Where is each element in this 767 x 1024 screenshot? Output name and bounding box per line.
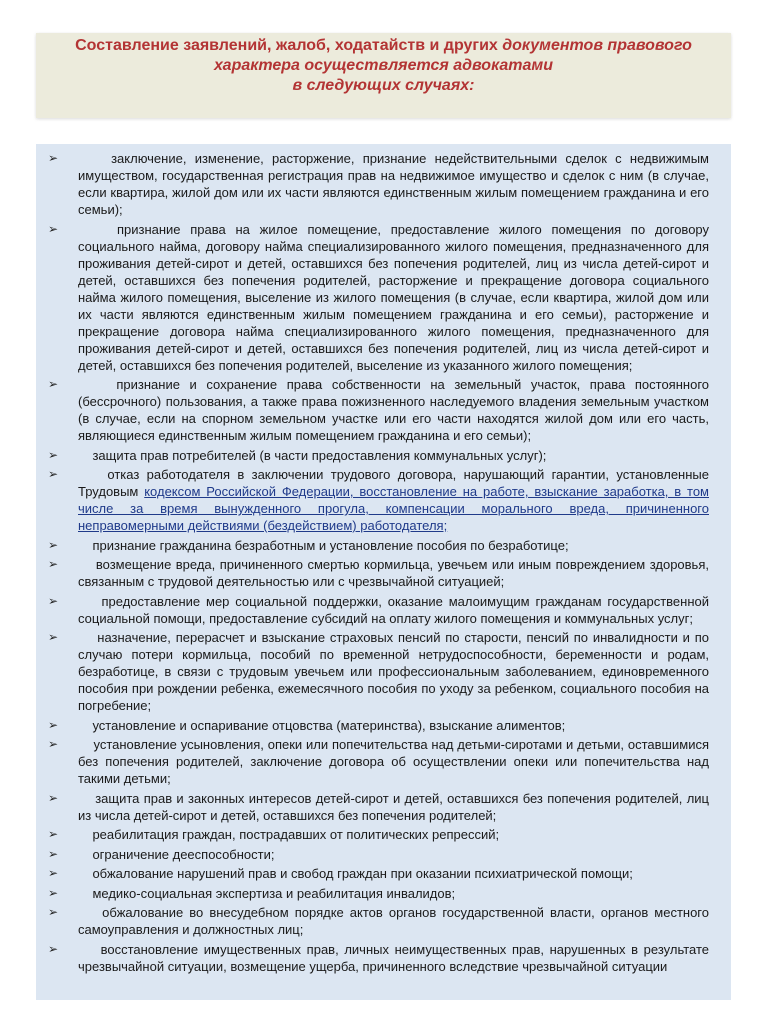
list-item-text [78, 447, 719, 464]
list-item [48, 846, 719, 863]
arrow-bullet-icon: ➢ [48, 467, 59, 481]
list-item [48, 466, 719, 534]
arrow-bullet-icon: ➢ [48, 737, 59, 751]
list-item [48, 556, 719, 590]
list-item [48, 593, 719, 627]
list-item [48, 537, 719, 554]
list-item [48, 904, 719, 938]
list-item-text [78, 846, 719, 863]
arrow-bullet-icon: ➢ [48, 905, 59, 919]
list-item-text [78, 904, 719, 938]
list-item-text [78, 790, 719, 824]
list-item-body: ограничение дееспособности; [92, 846, 275, 862]
list-item [48, 790, 719, 824]
list-item-text [78, 865, 719, 882]
title-line-3: в следующих случаях: [292, 77, 475, 94]
list-item [48, 826, 719, 843]
list-item-text [78, 376, 719, 444]
list-item-body: защита прав потребителей (в части предоставления коммунальных услуг); [92, 447, 547, 463]
list-item [48, 150, 719, 218]
list-item-text [78, 941, 719, 975]
title-line-1-italic: документов правового [502, 37, 692, 54]
list-item-body: обжалование во внесудебном порядке актов органов государственной власти, органов местного самоуправления и должностных лиц; [78, 905, 709, 937]
arrow-bullet-icon: ➢ [48, 827, 59, 841]
list-item [48, 221, 719, 374]
list-item-body: признание гражданина безработным и установление пособия по безработице; [92, 537, 569, 553]
list-item-body: заключение, изменение, расторжение, признание недействительными сделок с недвижимым имуществом, государственная регистрация прав на недвижимое имущество и сделок с ним (в случае, если квартира, жилой дом или их части являются единственным жилым помещением гражданина и его семьи); [78, 151, 709, 217]
list-item [48, 717, 719, 734]
list-item-body: предоставление мер социальной поддержки, оказание малоимущим гражданам государственной социальной помощи, предоставление субсидий на оплату жилого помещения и коммунальных услуг; [78, 593, 710, 626]
arrow-bullet-icon: ➢ [48, 866, 59, 880]
arrow-bullet-icon: ➢ [48, 593, 59, 608]
cases-list-panel [36, 144, 731, 1000]
list-item-text [78, 717, 719, 734]
document-title [36, 33, 731, 118]
list-item-body: отказ работодателя в заключении трудового договора, нарушающий гарантии, установленные Трудовым [78, 467, 709, 499]
list-item-text [78, 556, 719, 590]
arrow-bullet-icon: ➢ [48, 151, 59, 165]
list-item-body: восстановление имущественных прав, личных неимущественных прав, нарушенных в результате чрезвычайной ситуации, возмещение ущерба, причиненного вследствие чрезвычайной ситуации [78, 941, 709, 974]
arrow-bullet-icon: ➢ [48, 221, 59, 236]
arrow-bullet-icon: ➢ [48, 537, 59, 552]
list-item-body: установление и оспаривание отцовства (материнства), взыскание алиментов; [92, 717, 566, 733]
labor-code-link[interactable]: кодексом Российской Федерации, восстановление на работе, взыскание заработка, в том числе за время вынужденного прогула, компенсации морального вреда, причиненного неправомерными действиями (бездействием) работодателя; [78, 484, 709, 533]
list-item-text [78, 537, 719, 554]
arrow-bullet-icon: ➢ [48, 630, 59, 644]
list-item-body: медико-социальная экспертиза и реабилитация инвалидов; [92, 885, 456, 901]
list-item-body: защита прав и законных интересов детей-сирот и детей, оставшихся без попечения родителей, лиц из числа детей-сирот и детей, оставшихся без попечения родителей; [78, 790, 710, 823]
arrow-bullet-icon: ➢ [48, 377, 59, 391]
list-item-body: признание и сохранение права собственности на земельный участок, права постоянного (бессрочного) пользования, а также права пожизненного наследуемого владения земельным участком (в случае, если на спорном земельном участке или его части находятся жилой дом или его часть, являющиеся единственным жилым помещением гражданина и его семьи); [78, 377, 709, 443]
list-item-text [78, 826, 719, 843]
list-item-text [78, 593, 719, 627]
list-item [48, 941, 719, 975]
list-item [48, 885, 719, 902]
list-item-text [78, 150, 719, 218]
arrow-bullet-icon: ➢ [48, 790, 59, 805]
list-item-text [78, 466, 719, 534]
list-item-body: установление усыновления, опеки или попечительства над детьми-сиротами и детьми, оставшимися без попечения родителей, заключение договора об осуществлении опеки или попечительства над такими детьми; [78, 737, 709, 786]
arrow-bullet-icon: ➢ [48, 717, 59, 732]
list-item [48, 376, 719, 444]
list-item-body: обжалование нарушений прав и свобод граждан при оказании психиатрической помощи; [92, 866, 633, 881]
list-item-body: реабилитация граждан, пострадавших от политических репрессий; [92, 827, 500, 842]
title-line-1 [36, 36, 731, 56]
arrow-bullet-icon: ➢ [48, 557, 59, 571]
list-item-body: возмещение вреда, причиненного смертью кормильца, увечьем или иным повреждением здоровья, связанным с трудовой деятельностью или с чрезвычайной ситуацией; [78, 557, 709, 589]
arrow-bullet-icon: ➢ [48, 885, 59, 900]
list-item-text [78, 629, 719, 714]
title-line-1-regular: Составление заявлений, жалоб, ходатайств и других [75, 37, 503, 54]
list-item-body: назначение, перерасчет и взыскание страховых пенсий по старости, пенсий по инвалидности и по случаю потери кормильца, пособий по временной нетрудоспособности, беременности и родам, безработице, в связи с трудовым увечьем или профессиональным заболеванием, единовременного пособия при рождении ребенка, ежемесячного пособия по уходу за ребенком, социального пособия на погребение; [78, 630, 710, 713]
arrow-bullet-icon: ➢ [48, 846, 59, 861]
arrow-bullet-icon: ➢ [48, 941, 59, 956]
list-item-body: признание права на жилое помещение, предоставление жилого помещения по договору социального найма, договору найма специализированного жилого помещения, предназначенного для проживания детей-сирот и детей, оставшихся без попечения родителей, лиц из числа детей-сирот и детей, оставшихся без попечения родителей, расторжение и прекращение договора социального найма жилого помещения, выселение из жилого помещения (в случае, если квартира, жилой дом или их части являются единственным жилым помещением гражданина и его семьи), расторжение и прекращение договора найма специализированного жилого помещения, предназначенного для проживания детей-сирот и детей, оставшихся без попечения родителей, лиц из числа детей-сирот и детей, оставшихся без попечения родителей, выселение из указанного жилого помещения; [78, 221, 710, 373]
list-item-text [78, 885, 719, 902]
list-item [48, 865, 719, 882]
list-item [48, 447, 719, 464]
list-item-text [78, 736, 719, 787]
list-item-text [78, 221, 719, 374]
arrow-bullet-icon: ➢ [48, 447, 59, 462]
title-line-2: характера осуществляется адвокатами [213, 57, 554, 74]
list-item [48, 736, 719, 787]
list-item [48, 629, 719, 714]
